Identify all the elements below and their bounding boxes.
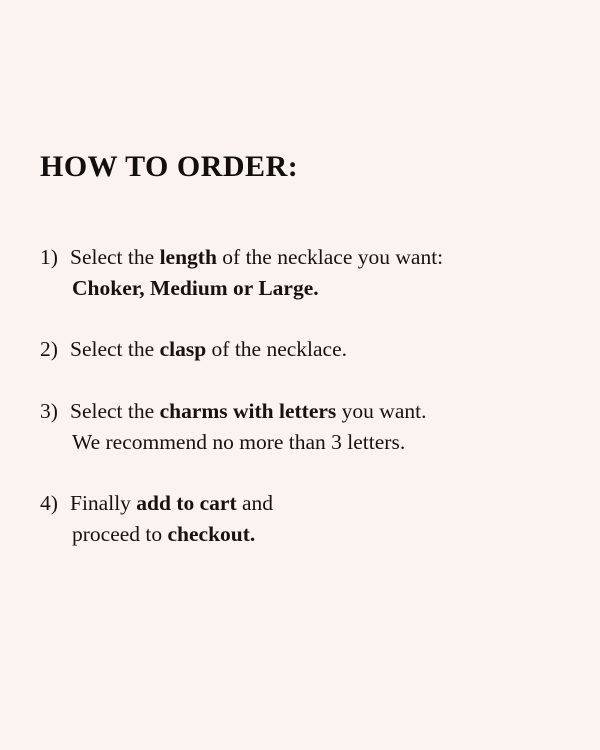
list-item (40, 396, 560, 458)
plain-text: Select the (70, 398, 160, 423)
plain-text: and (236, 490, 274, 515)
step-line (70, 488, 560, 519)
step-line (70, 273, 560, 304)
step-number: 1) (40, 245, 58, 269)
plain-text: We recommend no more than 3 letters. (72, 429, 406, 454)
plain-text: of the necklace you want: (216, 245, 444, 269)
page-title: HOW TO ORDER: (40, 150, 299, 183)
step-text (70, 488, 560, 550)
plain-text: of the necklace. (206, 337, 348, 362)
emphasis-text: Choker, Medium or Large. (72, 276, 319, 301)
step-text (70, 396, 560, 458)
emphasis-text: checkout. (167, 522, 256, 547)
list-item (40, 334, 560, 365)
step-line (70, 242, 560, 273)
step-line (70, 519, 560, 550)
step-number: 2) (40, 337, 58, 362)
plain-text: Select the (70, 337, 160, 362)
emphasis-text: clasp (159, 337, 207, 362)
plain-text: Finally (70, 490, 137, 515)
plain-text: proceed to (72, 522, 168, 547)
step-line (70, 396, 560, 427)
step-line (70, 334, 560, 365)
step-number: 4) (40, 490, 58, 515)
list-item (40, 488, 560, 550)
emphasis-text: charms with letters (159, 398, 337, 423)
emphasis-text: length (159, 245, 217, 269)
step-line (70, 427, 560, 458)
order-steps-list (40, 242, 560, 550)
list-item (40, 242, 560, 304)
emphasis-text: add to cart (136, 490, 237, 515)
step-text (70, 334, 560, 365)
step-text (70, 242, 560, 304)
step-number: 3) (40, 398, 58, 423)
plain-text: you want. (336, 398, 427, 423)
plain-text: Select the (70, 245, 160, 269)
